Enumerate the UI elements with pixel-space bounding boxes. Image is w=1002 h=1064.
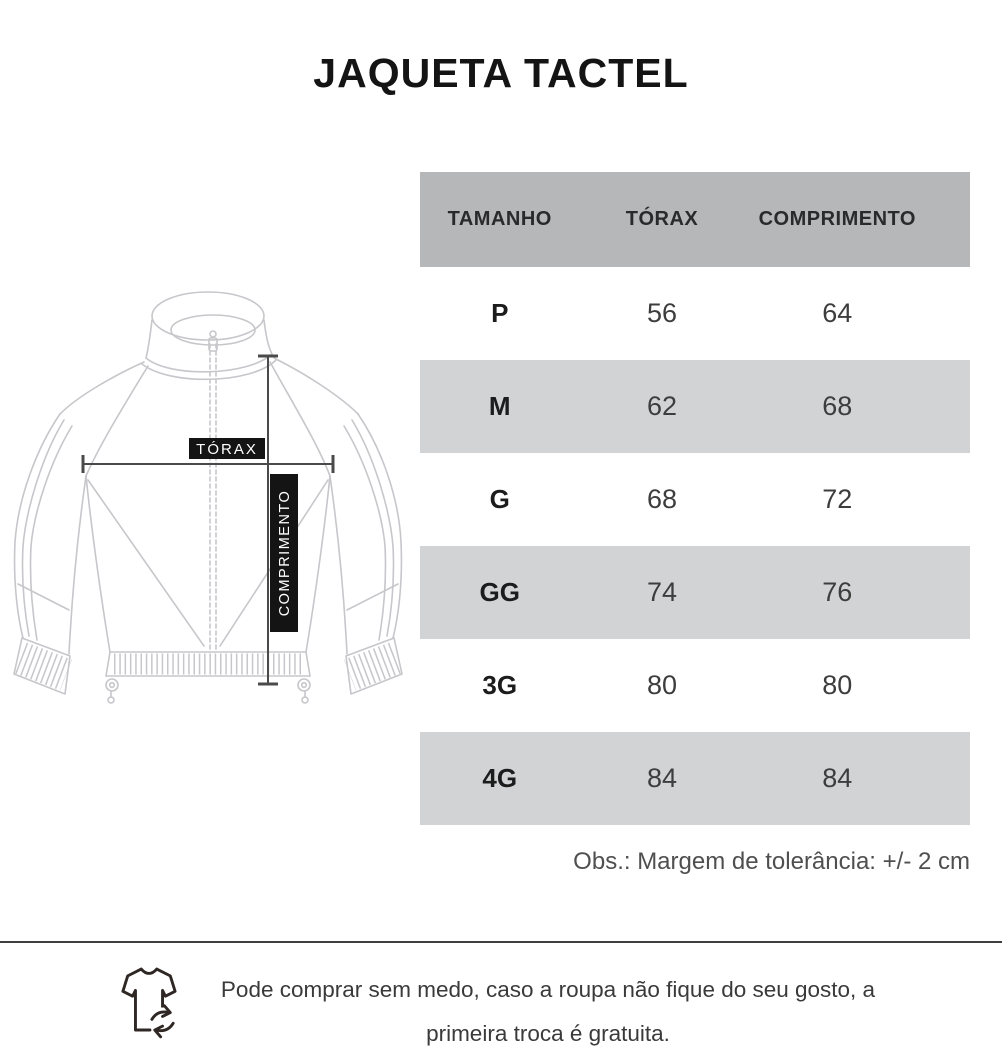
comprimento-cell: 64 (822, 298, 853, 328)
torax-cell: 80 (646, 670, 678, 700)
size-cell: M (488, 391, 511, 421)
size-table (420, 172, 970, 825)
table-row (420, 453, 970, 546)
comprimento-cell: 68 (822, 391, 853, 421)
torax-cell: 56 (646, 298, 678, 328)
size-cell: GG (479, 577, 520, 607)
tshirt-exchange-icon (120, 962, 178, 1040)
table-row (420, 267, 970, 360)
size-table-header (420, 172, 970, 267)
comprimento-cell: 84 (822, 763, 853, 793)
size-cell: P (491, 298, 509, 328)
footer-divider (0, 941, 1002, 943)
page-title: JAQUETA TACTEL (313, 50, 689, 96)
col-header-comprimento: COMPRIMENTO (758, 208, 916, 230)
torax-cell: 62 (646, 391, 678, 421)
table-row (420, 360, 970, 453)
jacket-sketch (14, 292, 402, 703)
comprimento-cell: 72 (822, 484, 853, 514)
size-cell: 4G (482, 763, 518, 793)
length-label: COMPRIMENTO (277, 489, 293, 617)
diagram-labels (189, 438, 298, 632)
comprimento-cell: 76 (822, 577, 853, 607)
jacket-diagram (8, 283, 408, 715)
col-header-tamanho: TAMANHO (447, 208, 552, 230)
comprimento-cell: 80 (822, 670, 853, 700)
col-header-torax: TÓRAX (625, 208, 699, 230)
guarantee-text: Pode comprar sem medo, caso a roupa não fique do seu gosto, a primeira troca é gratuita. (220, 977, 876, 1046)
table-row (420, 639, 970, 732)
torax-cell: 74 (646, 577, 678, 607)
table-row (420, 732, 970, 825)
size-cell: G (489, 484, 510, 514)
size-cell: 3G (482, 670, 518, 700)
torax-cell: 84 (646, 763, 678, 793)
table-row (420, 546, 970, 639)
torax-cell: 68 (646, 484, 678, 514)
chest-label: TÓRAX (196, 441, 258, 458)
tolerance-note: Obs.: Margem de tolerância: +/- 2 cm (573, 848, 970, 875)
